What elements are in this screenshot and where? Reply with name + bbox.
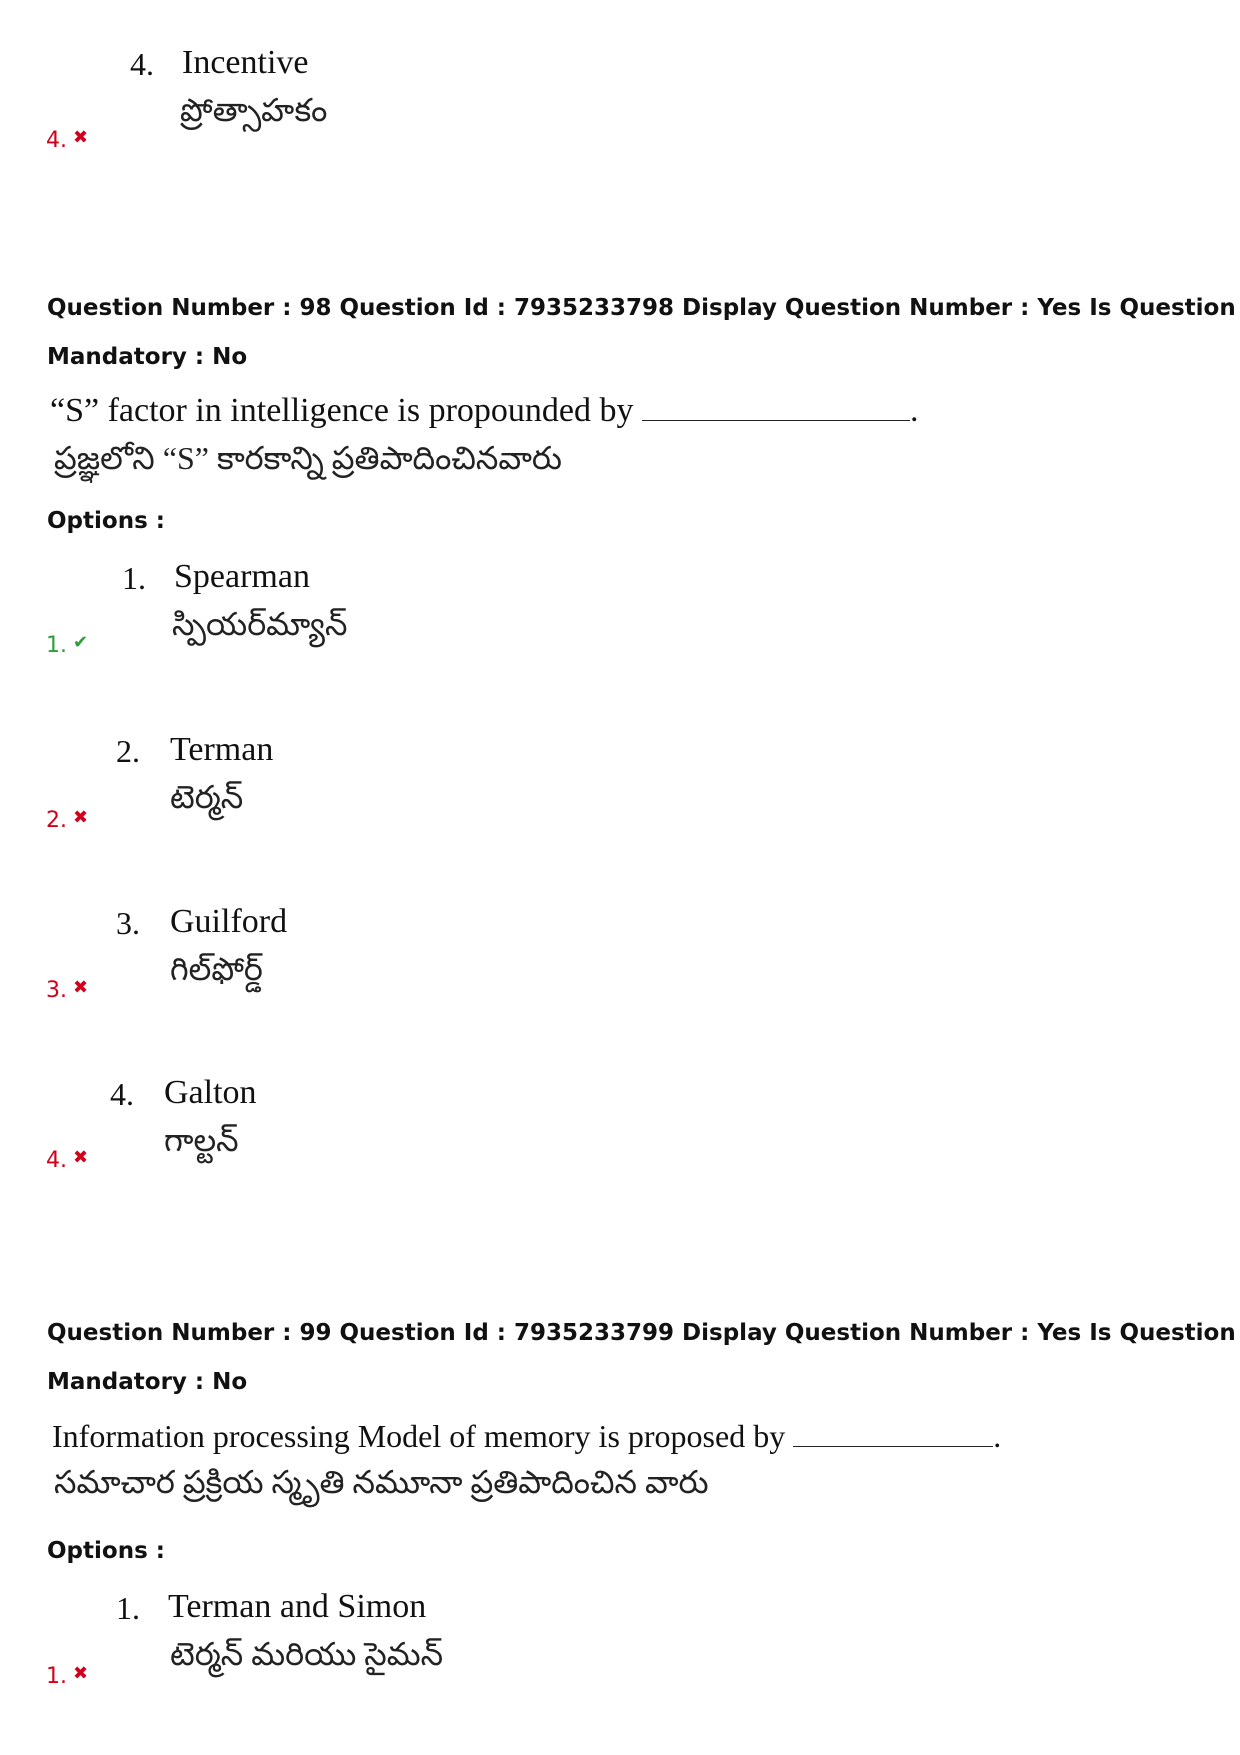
marker-label: 4. [46, 128, 67, 153]
option-marker [46, 808, 88, 833]
question-meta: Question Number : 98 Question Id : 7935233798 Display Question Number : Yes Is Question [47, 295, 1236, 321]
cross-icon: ✖ [73, 1147, 89, 1168]
answer-blank [642, 392, 910, 421]
option-number: 3. [116, 905, 140, 941]
option-marker [46, 1148, 88, 1173]
question-text: “S” factor in intelligence is propounded by [50, 392, 634, 429]
question-text-te: ప్రజ్ఞలోని “S” కారకాన్ని ప్రతిపాదించినవారు [54, 440, 562, 476]
option-number: 2. [116, 733, 140, 769]
question-text: Information processing Model of memory is proposed by [52, 1418, 786, 1454]
option-text-te: స్పియర్‌మ్యాన్ [172, 606, 348, 642]
option-text-en: Guilford [170, 903, 288, 940]
option-marker [46, 1664, 88, 1689]
cross-icon: ✖ [73, 977, 89, 998]
option-text-te: టెర్మన్ [170, 779, 244, 815]
option-number: 1. [122, 560, 146, 596]
question-text-end: . [993, 1418, 1002, 1454]
option-number: 1. [116, 1590, 140, 1626]
option-number: 4. [110, 1076, 134, 1112]
answer-blank [793, 1418, 993, 1447]
question-text-en [50, 392, 919, 430]
option-text-te: ప్రోత్సాహకం [180, 92, 328, 128]
question-text-te: సమాచార ప్రక్రియ స్మృతి నమూనా ప్రతిపాదించిన వారు [54, 1464, 709, 1500]
marker-label: 1. [46, 633, 67, 658]
question-mandatory: Mandatory : No [47, 344, 248, 370]
marker-label: 2. [46, 808, 67, 833]
cross-icon: ✖ [73, 127, 89, 148]
option-marker [46, 978, 88, 1003]
question-mandatory: Mandatory : No [47, 1369, 248, 1395]
marker-label: 4. [46, 1148, 67, 1173]
option-text-en: Terman and Simon [168, 1588, 427, 1625]
option-text-en: Incentive [182, 44, 309, 81]
cross-icon: ✖ [73, 807, 89, 828]
check-icon: ✔ [73, 632, 89, 653]
option-text-en: Terman [170, 731, 274, 768]
question-meta: Question Number : 99 Question Id : 7935233799 Display Question Number : Yes Is Question [47, 1320, 1236, 1346]
question-text-en [52, 1418, 1001, 1455]
cross-icon: ✖ [73, 1663, 89, 1684]
options-label: Options : [47, 508, 165, 534]
option-number: 4. [130, 46, 154, 82]
option-marker [46, 128, 88, 153]
option-text-te: టెర్మన్ మరియు సైమన్ [170, 1636, 444, 1672]
marker-label: 3. [46, 978, 67, 1003]
option-text-te: గాల్టన్ [164, 1122, 239, 1158]
option-text-en: Galton [164, 1074, 257, 1111]
options-label: Options : [47, 1538, 165, 1564]
marker-label: 1. [46, 1664, 67, 1689]
option-marker [46, 633, 88, 658]
question-text-end: . [910, 392, 919, 429]
option-text-en: Spearman [174, 558, 310, 595]
option-text-te: గిల్‌ఫోర్డ్ [170, 951, 263, 987]
